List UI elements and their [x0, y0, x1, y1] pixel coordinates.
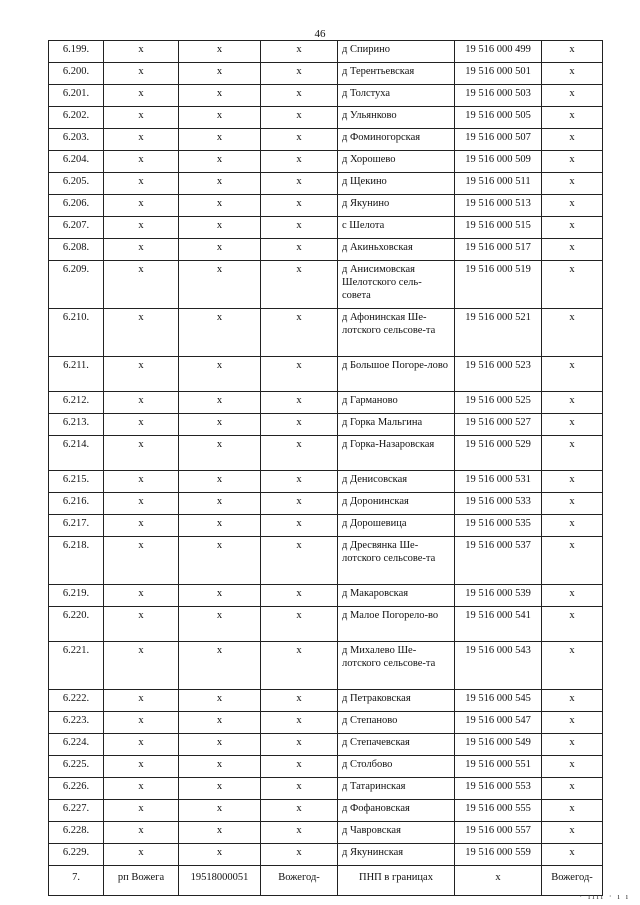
cell-number: 6.219.	[49, 585, 104, 607]
cell-number: 6.215.	[49, 471, 104, 493]
cell-col-d: х	[542, 392, 603, 414]
cell-col-b: х	[179, 734, 261, 756]
cell-code: 19 516 000 545	[455, 690, 542, 712]
cell-col-d: х	[542, 515, 603, 537]
cell-col-c: х	[261, 217, 338, 239]
table-row	[49, 107, 603, 129]
cell-col-c: х	[261, 537, 338, 585]
table-row	[49, 607, 603, 642]
cell-col-c: х	[261, 129, 338, 151]
cell-col-c: х	[261, 414, 338, 436]
cell-number: 6.220.	[49, 607, 104, 642]
cell-col-c: х	[261, 173, 338, 195]
cell-col-c: х	[261, 493, 338, 515]
settlements-table	[48, 40, 603, 896]
cell-code: 19 516 000 513	[455, 195, 542, 217]
cell-name: д Михалево Ше-лотского сельсове-та	[338, 642, 455, 690]
cell-col-a: х	[104, 85, 179, 107]
table-row	[49, 414, 603, 436]
table-row	[49, 217, 603, 239]
cell-code: 19 516 000 539	[455, 585, 542, 607]
cell-col-a: х	[104, 63, 179, 85]
cell-col-a: х	[104, 778, 179, 800]
cell-col-c: х	[261, 712, 338, 734]
cell-col-b: х	[179, 63, 261, 85]
cell-code: 19 516 000 551	[455, 756, 542, 778]
cell-name: д Горка Мальгина	[338, 414, 455, 436]
cell-name: д Степаново	[338, 712, 455, 734]
cell-code: 19 516 000 505	[455, 107, 542, 129]
cell-code: 19 516 000 499	[455, 41, 542, 63]
cell-col-a: х	[104, 734, 179, 756]
cell-code: 19 516 000 549	[455, 734, 542, 756]
cell-col-b: х	[179, 173, 261, 195]
cell-col-b: х	[179, 822, 261, 844]
cell-col-d: х	[542, 537, 603, 585]
cell-col-a: х	[104, 173, 179, 195]
table-row	[49, 844, 603, 866]
table-row	[49, 392, 603, 414]
cell-name: д Столбово	[338, 756, 455, 778]
cell-name: д Дорошевица	[338, 515, 455, 537]
cell-number: 6.218.	[49, 537, 104, 585]
cell-number: 6.211.	[49, 357, 104, 392]
cell-number: 6.221.	[49, 642, 104, 690]
cell-col-b: х	[179, 712, 261, 734]
table-row	[49, 756, 603, 778]
cell-col-c: х	[261, 239, 338, 261]
cell-code: 19 516 000 557	[455, 822, 542, 844]
cell-col-d: х	[542, 778, 603, 800]
cell-name: д Денисовская	[338, 471, 455, 493]
cell-name: д Толстуха	[338, 85, 455, 107]
cell-col-d: х	[542, 414, 603, 436]
table-row	[49, 800, 603, 822]
table-row	[49, 63, 603, 85]
cell-col-b: х	[179, 756, 261, 778]
cell-col-a: х	[104, 414, 179, 436]
cell-name: д Терентьевская	[338, 63, 455, 85]
cell-col-b: х	[179, 607, 261, 642]
cell-col-c: х	[261, 357, 338, 392]
cell-code: 19 516 000 525	[455, 392, 542, 414]
cell-col-a: х	[104, 493, 179, 515]
cell-col-a: х	[104, 217, 179, 239]
cell-col-b: х	[179, 129, 261, 151]
cell-col-b: х	[179, 392, 261, 414]
cell-col-c: х	[261, 756, 338, 778]
cell-number: 6.208.	[49, 239, 104, 261]
cell-col-d: х	[542, 493, 603, 515]
cell-name: д Анисимовская Шелотского сель-совета	[338, 261, 455, 309]
cell-col-c: Вожегод-	[261, 866, 338, 896]
table-row	[49, 822, 603, 844]
cell-code: 19 516 000 517	[455, 239, 542, 261]
cell-name: д Дресвянка Ше-лотского сельсове-та	[338, 537, 455, 585]
table-row	[49, 85, 603, 107]
cell-col-b: х	[179, 471, 261, 493]
cell-col-c: х	[261, 642, 338, 690]
cell-code: 19 516 000 519	[455, 261, 542, 309]
cell-name: д Ульянково	[338, 107, 455, 129]
cell-name: ПНП в границах	[338, 866, 455, 896]
cell-col-b: х	[179, 357, 261, 392]
cell-col-a: х	[104, 690, 179, 712]
cell-col-d: х	[542, 151, 603, 173]
cell-col-b: х	[179, 151, 261, 173]
cell-code: 19 516 000 507	[455, 129, 542, 151]
cell-code: 19 516 000 529	[455, 436, 542, 471]
cell-col-d: х	[542, 309, 603, 357]
cell-number: 6.202.	[49, 107, 104, 129]
cell-col-b: х	[179, 414, 261, 436]
cell-col-d: х	[542, 690, 603, 712]
cell-name: с Шелота	[338, 217, 455, 239]
cell-number: 6.200.	[49, 63, 104, 85]
cell-col-a: х	[104, 537, 179, 585]
cell-col-a: х	[104, 107, 179, 129]
cell-name: д Чавровская	[338, 822, 455, 844]
cell-col-d: х	[542, 471, 603, 493]
footer-scan-marks: · ıııı · ı ı	[579, 892, 630, 901]
table-row	[49, 239, 603, 261]
cell-number: 6.203.	[49, 129, 104, 151]
cell-col-b: х	[179, 844, 261, 866]
cell-col-c: х	[261, 261, 338, 309]
table-row	[49, 129, 603, 151]
table-row	[49, 471, 603, 493]
cell-col-b: х	[179, 690, 261, 712]
cell-name: д Гарманово	[338, 392, 455, 414]
cell-code: х	[455, 866, 542, 896]
table-row	[49, 436, 603, 471]
cell-col-a: х	[104, 515, 179, 537]
cell-name: д Большое Погоре-лово	[338, 357, 455, 392]
cell-code: 19 516 000 511	[455, 173, 542, 195]
cell-col-d: Вожегод-	[542, 866, 603, 896]
cell-number: 7.	[49, 866, 104, 896]
cell-name: д Акиньховская	[338, 239, 455, 261]
cell-number: 6.226.	[49, 778, 104, 800]
cell-col-d: х	[542, 822, 603, 844]
cell-number: 6.225.	[49, 756, 104, 778]
cell-code: 19 516 000 501	[455, 63, 542, 85]
cell-col-a: х	[104, 309, 179, 357]
cell-number: 6.223.	[49, 712, 104, 734]
cell-col-c: х	[261, 392, 338, 414]
table-row	[49, 712, 603, 734]
cell-col-c: х	[261, 41, 338, 63]
cell-number: 6.227.	[49, 800, 104, 822]
cell-col-a: х	[104, 712, 179, 734]
cell-number: 6.224.	[49, 734, 104, 756]
cell-name: д Доронинская	[338, 493, 455, 515]
cell-code: 19 516 000 555	[455, 800, 542, 822]
cell-col-b: х	[179, 85, 261, 107]
cell-col-d: х	[542, 844, 603, 866]
cell-code: 19 516 000 559	[455, 844, 542, 866]
cell-col-d: х	[542, 107, 603, 129]
cell-name: д Малое Погорело-во	[338, 607, 455, 642]
cell-name: д Якунино	[338, 195, 455, 217]
cell-number: 6.228.	[49, 822, 104, 844]
table-row-final	[49, 866, 603, 896]
table-row	[49, 195, 603, 217]
cell-col-b: х	[179, 800, 261, 822]
cell-col-a: х	[104, 261, 179, 309]
table-row	[49, 642, 603, 690]
table-row	[49, 261, 603, 309]
cell-col-c: х	[261, 822, 338, 844]
table-row	[49, 173, 603, 195]
cell-col-c: х	[261, 844, 338, 866]
cell-col-c: х	[261, 515, 338, 537]
cell-col-b: х	[179, 493, 261, 515]
cell-name: д Спирино	[338, 41, 455, 63]
cell-code: 19 516 000 509	[455, 151, 542, 173]
cell-col-a: х	[104, 642, 179, 690]
cell-code: 19 516 000 541	[455, 607, 542, 642]
cell-col-b: х	[179, 585, 261, 607]
cell-name: д Степачевская	[338, 734, 455, 756]
cell-col-b: х	[179, 261, 261, 309]
table-row	[49, 357, 603, 392]
cell-col-b: х	[179, 107, 261, 129]
cell-col-d: х	[542, 734, 603, 756]
cell-col-c: х	[261, 107, 338, 129]
cell-number: 6.213.	[49, 414, 104, 436]
table-row	[49, 537, 603, 585]
cell-col-c: х	[261, 734, 338, 756]
cell-name: д Татаринская	[338, 778, 455, 800]
cell-col-d: х	[542, 239, 603, 261]
cell-col-c: х	[261, 151, 338, 173]
cell-col-d: х	[542, 129, 603, 151]
cell-col-c: х	[261, 471, 338, 493]
cell-number: 6.207.	[49, 217, 104, 239]
cell-code: 19 516 000 533	[455, 493, 542, 515]
table-row	[49, 151, 603, 173]
cell-col-d: х	[542, 642, 603, 690]
cell-name: д Макаровская	[338, 585, 455, 607]
cell-number: 6.204.	[49, 151, 104, 173]
cell-col-c: х	[261, 195, 338, 217]
cell-name: д Афонинская Ше-лотского сельсове-та	[338, 309, 455, 357]
cell-name: д Петраковская	[338, 690, 455, 712]
cell-code: 19 516 000 503	[455, 85, 542, 107]
cell-col-d: х	[542, 63, 603, 85]
cell-number: 6.216.	[49, 493, 104, 515]
cell-col-b: х	[179, 515, 261, 537]
cell-col-b: х	[179, 436, 261, 471]
cell-name: д Фофановская	[338, 800, 455, 822]
cell-col-b: х	[179, 217, 261, 239]
cell-col-d: х	[542, 217, 603, 239]
cell-number: 6.229.	[49, 844, 104, 866]
table-body-final	[49, 866, 603, 896]
cell-number: 6.209.	[49, 261, 104, 309]
cell-code: 19 516 000 523	[455, 357, 542, 392]
cell-col-b: х	[179, 309, 261, 357]
cell-col-a: х	[104, 607, 179, 642]
cell-col-c: х	[261, 85, 338, 107]
cell-code: 19 516 000 527	[455, 414, 542, 436]
table-row	[49, 309, 603, 357]
cell-col-d: х	[542, 585, 603, 607]
cell-col-d: х	[542, 607, 603, 642]
cell-number: 6.201.	[49, 85, 104, 107]
cell-code: 19 516 000 553	[455, 778, 542, 800]
cell-name: д Щекино	[338, 173, 455, 195]
cell-col-c: х	[261, 607, 338, 642]
cell-col-d: х	[542, 41, 603, 63]
cell-col-b: х	[179, 41, 261, 63]
cell-col-a: х	[104, 800, 179, 822]
cell-col-d: х	[542, 261, 603, 309]
cell-code: 19 516 000 521	[455, 309, 542, 357]
cell-col-d: х	[542, 436, 603, 471]
table-body	[49, 41, 603, 866]
table-row	[49, 690, 603, 712]
cell-number: 6.199.	[49, 41, 104, 63]
cell-col-a: х	[104, 357, 179, 392]
cell-number: 6.217.	[49, 515, 104, 537]
cell-code: 19 516 000 547	[455, 712, 542, 734]
table-row	[49, 493, 603, 515]
cell-col-d: х	[542, 85, 603, 107]
table-row	[49, 41, 603, 63]
cell-col-d: х	[542, 756, 603, 778]
table-row	[49, 585, 603, 607]
cell-col-a: х	[104, 151, 179, 173]
cell-col-c: х	[261, 309, 338, 357]
cell-col-a: х	[104, 844, 179, 866]
cell-col-d: х	[542, 173, 603, 195]
cell-col-b: х	[179, 537, 261, 585]
cell-col-c: х	[261, 800, 338, 822]
cell-col-d: х	[542, 357, 603, 392]
cell-col-a: х	[104, 756, 179, 778]
cell-col-a: х	[104, 585, 179, 607]
table-row	[49, 515, 603, 537]
cell-name: д Горка-Назаровская	[338, 436, 455, 471]
cell-col-b: х	[179, 778, 261, 800]
cell-name: д Хорошево	[338, 151, 455, 173]
cell-col-c: х	[261, 690, 338, 712]
cell-number: 6.222.	[49, 690, 104, 712]
cell-col-a: рп Вожега	[104, 866, 179, 896]
cell-name: д Фоминогорская	[338, 129, 455, 151]
cell-col-c: х	[261, 63, 338, 85]
cell-col-c: х	[261, 585, 338, 607]
cell-number: 6.210.	[49, 309, 104, 357]
table-row	[49, 734, 603, 756]
page-number: 46	[314, 28, 326, 40]
cell-col-b: х	[179, 195, 261, 217]
cell-number: 6.205.	[49, 173, 104, 195]
cell-code: 19 516 000 537	[455, 537, 542, 585]
cell-code: 19 516 000 515	[455, 217, 542, 239]
cell-col-c: х	[261, 436, 338, 471]
cell-col-a: х	[104, 436, 179, 471]
cell-col-a: х	[104, 471, 179, 493]
cell-col-a: х	[104, 129, 179, 151]
cell-col-b: х	[179, 642, 261, 690]
cell-number: 6.206.	[49, 195, 104, 217]
cell-col-d: х	[542, 195, 603, 217]
cell-col-d: х	[542, 800, 603, 822]
cell-col-c: х	[261, 778, 338, 800]
cell-col-a: х	[104, 195, 179, 217]
cell-code: 19 516 000 531	[455, 471, 542, 493]
cell-col-a: х	[104, 239, 179, 261]
cell-col-d: х	[542, 712, 603, 734]
cell-number: 6.212.	[49, 392, 104, 414]
cell-col-b: 19518000051	[179, 866, 261, 896]
cell-name: д Якунинская	[338, 844, 455, 866]
cell-number: 6.214.	[49, 436, 104, 471]
cell-col-a: х	[104, 392, 179, 414]
table-row	[49, 778, 603, 800]
cell-code: 19 516 000 543	[455, 642, 542, 690]
cell-col-b: х	[179, 239, 261, 261]
cell-col-a: х	[104, 41, 179, 63]
cell-code: 19 516 000 535	[455, 515, 542, 537]
cell-col-a: х	[104, 822, 179, 844]
